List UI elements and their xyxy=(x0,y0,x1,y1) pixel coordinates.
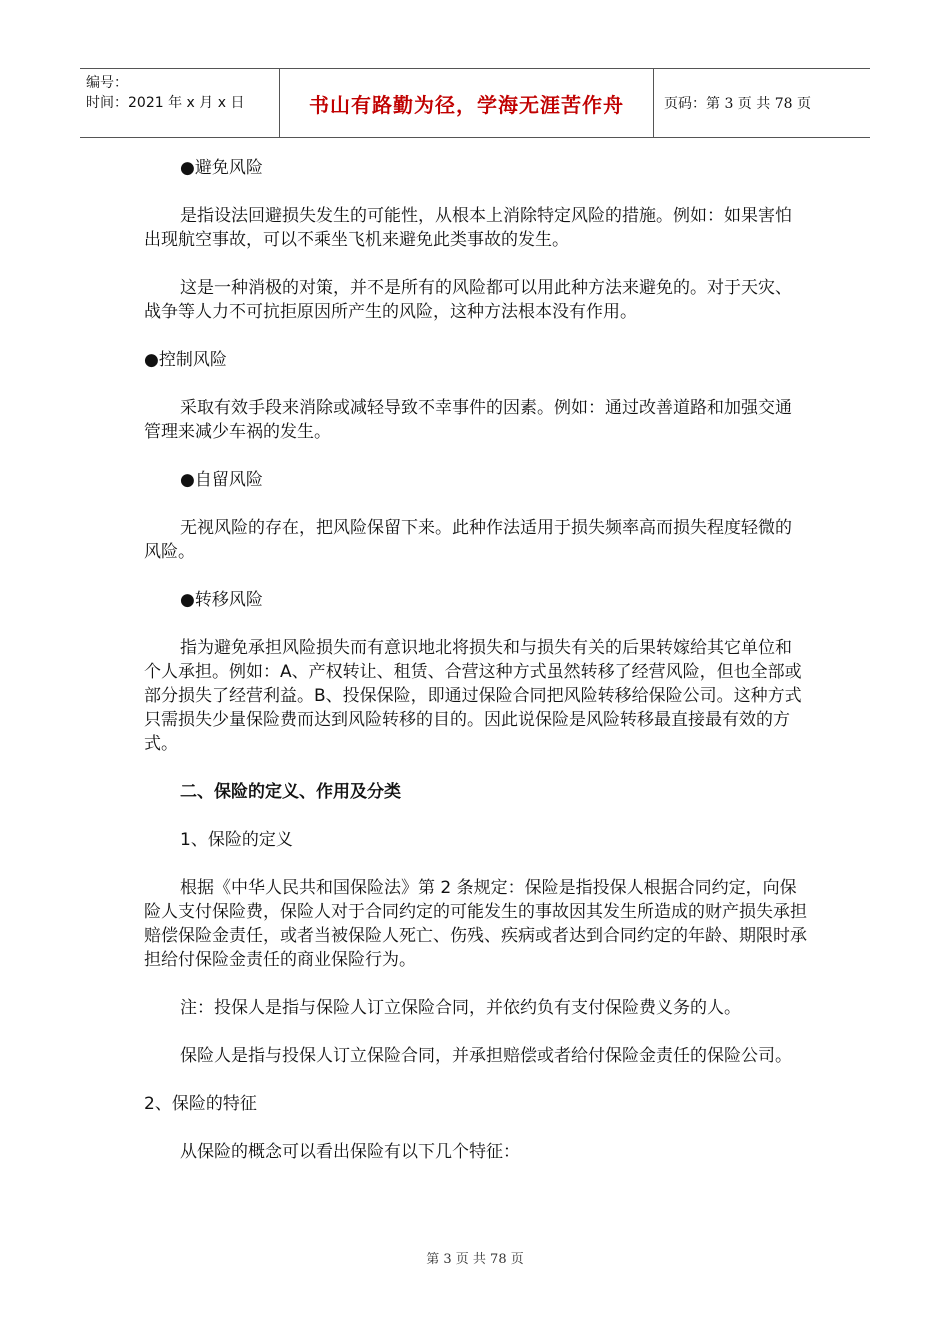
note-paragraph: 注：投保人是指与保险人订立保险合同，并依约负有支付保险费义务的人。 xyxy=(180,998,741,1018)
paragraph: 无视风险的存在，把风险保留下来。此种作法适用于损失频率高而损失程度轻微的风险。 xyxy=(144,518,792,562)
document-number-label: 编号： xyxy=(86,75,128,91)
paragraph: 采取有效手段来消除或减轻导致不幸事件的因素。例如：通过改善道路和加强交通管理来减少车祸的发生。 xyxy=(144,398,792,442)
subsection-heading: 2、保险的特征 xyxy=(144,1094,257,1114)
section-heading: 二、保险的定义、作用及分类 xyxy=(180,782,401,802)
paragraph: 保险人是指与投保人订立保险合同，并承担赔偿或者给付保险金责任的保险公司。 xyxy=(180,1046,792,1066)
paragraph: 这是一种消极的对策，并不是所有的风险都可以用此种方法来避免的。对于天灾、战争等人力不可抗拒原因所产生的风险，这种方法根本没有作用。 xyxy=(144,278,792,322)
document-date: 时间：2021 年 x 月 x 日 xyxy=(86,95,245,111)
page-header xyxy=(80,68,870,138)
paragraph: 根据《中华人民共和国保险法》第 2 条规定：保险是指投保人根据合同约定，向保险人支付保险费，保险人对于合同约定的可能发生的事故因其发生所造成的财产损失承担赔偿保险金责任，或者当被保险人死亡、伤残、疾病或者达到合同约定的年龄、期限时承担给付保险金责任的商业保险行为。 xyxy=(144,878,807,970)
paragraph: 是指设法回避损失发生的可能性，从根本上消除特定风险的措施。例如：如果害怕出现航空事故，可以不乘坐飞机来避免此类事故的发生。 xyxy=(144,206,792,250)
bullet-heading-retain-risk: ●自留风险 xyxy=(180,470,263,490)
paragraph: 指为避免承担风险损失而有意识地北将损失和与损失有关的后果转嫁给其它单位和个人承担。例如：A、产权转让、租赁、合营这种方式虽然转移了经营风险，但也全部或部分损失了经营利益。B、投保保险，即通过保险合同把风险转移给保险公司。这种方式只需损失少量保险费而达到风险转移的目的。因此说保险是风险转移最直接最有效的方式。 xyxy=(144,638,802,754)
subsection-heading: 1、保险的定义 xyxy=(180,830,293,850)
paragraph: 从保险的概念可以看出保险有以下几个特征： xyxy=(180,1142,520,1162)
header-meta xyxy=(80,69,280,137)
document-body xyxy=(144,156,808,1188)
bullet-heading-control-risk: ●控制风险 xyxy=(144,350,227,370)
page-footer: 第 3 页 共 78 页 xyxy=(426,1252,524,1267)
header-page-info: 页码：第 3 页 共 78 页 xyxy=(664,96,811,112)
bullet-heading-transfer-risk: ●转移风险 xyxy=(180,590,263,610)
bullet-heading-avoid-risk: ●避免风险 xyxy=(180,158,263,178)
header-motto: 书山有路勤为径，学海无涯苦作舟 xyxy=(280,69,654,137)
